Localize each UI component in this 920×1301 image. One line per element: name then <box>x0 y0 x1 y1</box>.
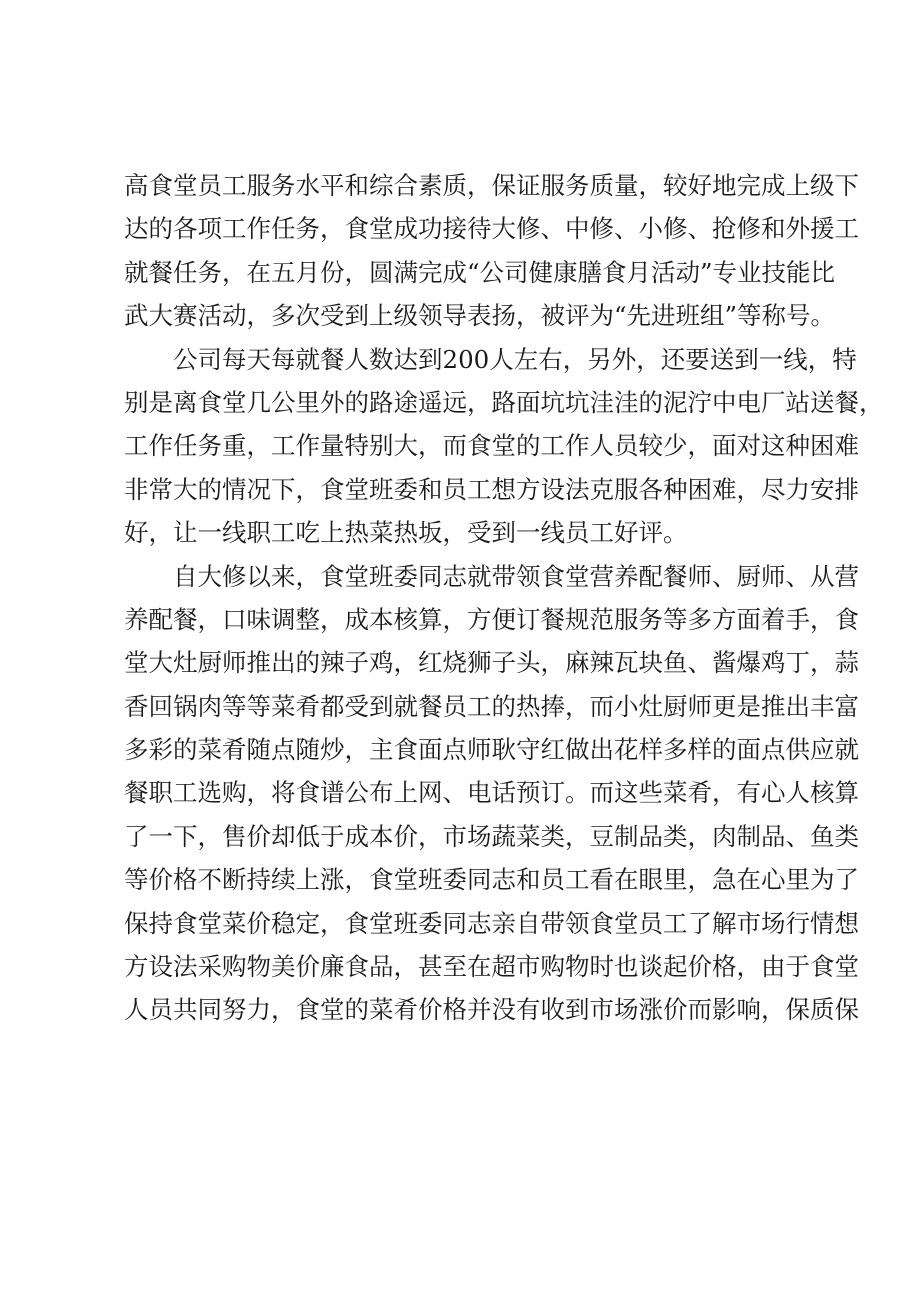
text-line: 保持食堂菜价稳定，食堂班委同志亲自带领食堂员工了解市场行情想 <box>124 908 859 938</box>
text-line: 餐职工选购，将食谱公布上网、电话预订。而这些菜肴，有心人核算 <box>124 778 859 808</box>
text-line: 非常大的情况下，食堂班委和员工想方设法克服各种困难，尽力安排 <box>124 474 859 504</box>
text-line: 工作任务重，工作量特别大，而食堂的工作人员较少，面对这种困难 <box>124 431 859 461</box>
text-line: 了一下，售价却低于成本价，市场蔬菜类，豆制品类，肉制品、鱼类 <box>124 821 859 851</box>
text-line: 自大修以来，食堂班委同志就带领食堂营养配餐师、厨师、从营 <box>173 561 859 591</box>
text-line: 别是离食堂几公里外的路途遥远，路面坑坑洼洼的泥泞中电厂站送餐， <box>124 387 884 417</box>
body-text <box>124 164 884 1032</box>
text-line: 人员共同努力，食堂的菜肴价格并没有收到市场涨价而影响，保质保 <box>124 995 859 1025</box>
text-line: 好，让一线职工吃上热菜热坂，受到一线员工好评。 <box>124 518 688 548</box>
text-line: 养配餐，口味调整，成本核算，方便订餐规范服务等多方面着手，食 <box>124 604 859 634</box>
paragraph <box>124 338 884 555</box>
text-line: 公司每天每就餐人数达到200人左右，另外，还要送到一线，特 <box>173 344 857 374</box>
text-line: 就餐任务，在五月份，圆满完成“公司健康膳食月活动”专业技能比 <box>124 257 836 287</box>
paragraph <box>124 555 859 1032</box>
text-line: 多彩的菜肴随点随炒，主食面点师耿守红做出花样多样的面点供应就 <box>124 735 859 765</box>
paragraph <box>124 164 859 338</box>
text-line: 方设法采购物美价廉食品，甚至在超市购物时也谈起价格，由于食堂 <box>124 952 859 982</box>
text-line: 武大赛活动，多次受到上级领导表扬，被评为“先进班组”等称号。 <box>124 301 836 331</box>
text-line: 达的各项工作任务，食堂成功接待大修、中修、小修、抢修和外援工 <box>124 214 859 244</box>
text-line: 高食堂员工服务水平和综合素质，保证服务质量，较好地完成上级下 <box>124 171 859 200</box>
text-line: 堂大灶厨师推出的辣子鸡，红烧狮子头，麻辣瓦块鱼、酱爆鸡丁，蒜 <box>124 648 859 678</box>
text-line: 香回锅肉等等菜肴都受到就餐员工的热捧，而小灶厨师更是推出丰富 <box>124 691 859 721</box>
text-line: 等价格不断持续上涨，食堂班委同志和员工看在眼里，急在心里为了 <box>124 865 859 895</box>
